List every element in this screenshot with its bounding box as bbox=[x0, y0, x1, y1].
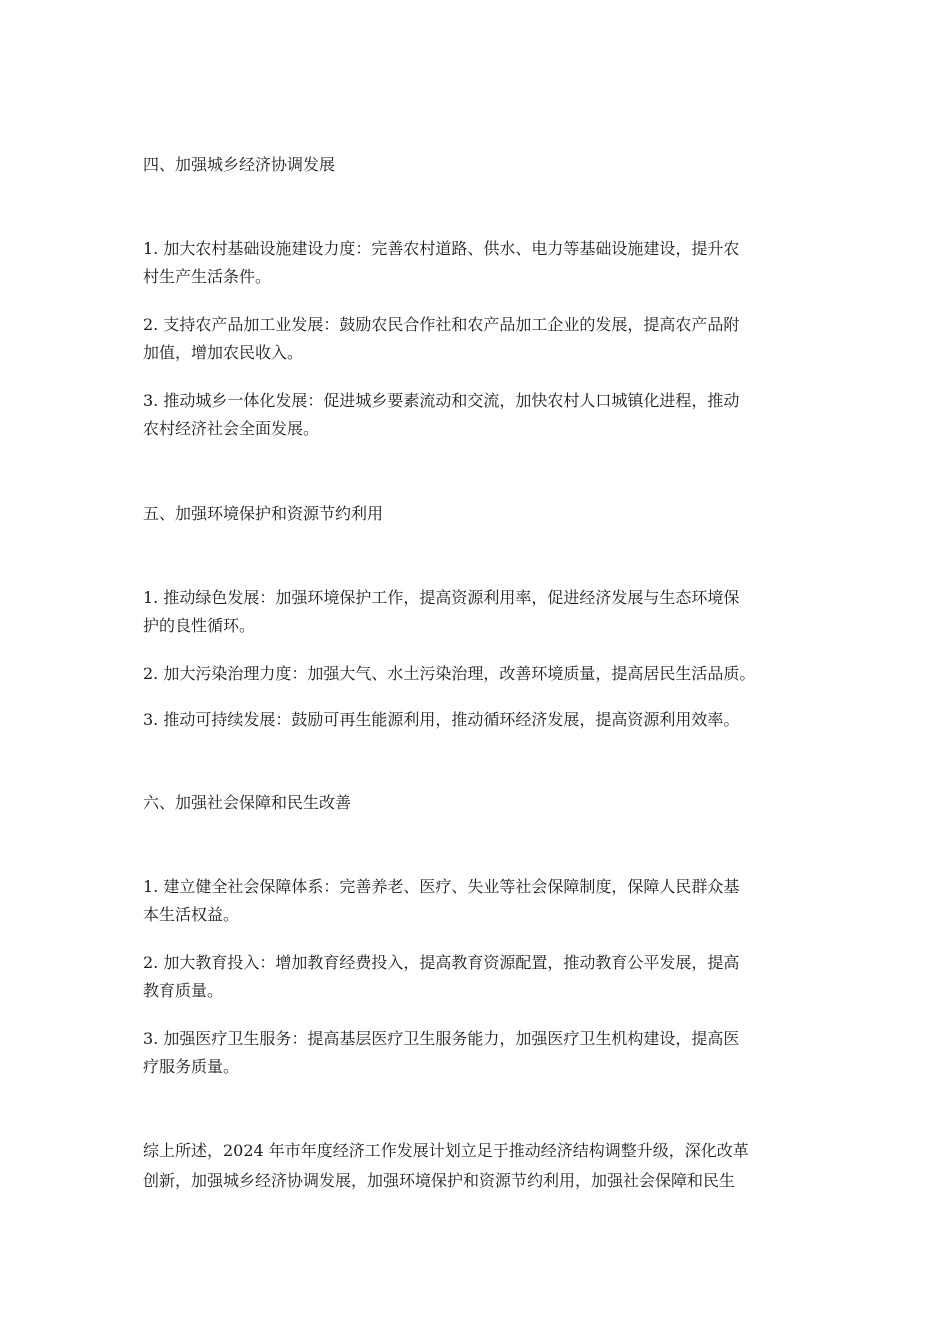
text-line: 1. 加大农村基础设施建设力度：完善农村道路、供水、电力等基础设施建设，提升农 bbox=[143, 239, 740, 258]
list-item-4-2 bbox=[143, 311, 823, 367]
text-line: 创新，加强城乡经济协调发展，加强环境保护和资源节约利用，加强社会保障和民生 bbox=[143, 1171, 736, 1190]
text-line: 2. 加大污染治理力度：加强大气、水土污染治理，改善环境质量，提高居民生活品质。 bbox=[143, 664, 756, 683]
text-line: 护的良性循环。 bbox=[143, 616, 256, 635]
list-item-6-3 bbox=[143, 1025, 823, 1081]
text-line: 3. 推动城乡一体化发展：促进城乡要素流动和交流，加快农村人口城镇化进程，推动 bbox=[143, 391, 740, 410]
text-line: 加值，增加农民收入。 bbox=[143, 343, 304, 362]
text-line: 1. 建立健全社会保障体系：完善养老、医疗、失业等社会保障制度，保障人民群众基 bbox=[143, 877, 740, 896]
text-line: 本生活权益。 bbox=[143, 905, 240, 924]
text-line: 3. 加强医疗卫生服务：提高基层医疗卫生服务能力，加强医疗卫生机构建设，提高医 bbox=[143, 1029, 740, 1048]
text-line: 教育质量。 bbox=[143, 981, 224, 1000]
section-heading-5: 五、加强环境保护和资源节约利用 bbox=[143, 504, 384, 523]
text-line: 村生产生活条件。 bbox=[143, 267, 272, 286]
text-line: 农村经济社会全面发展。 bbox=[143, 419, 320, 438]
text-line: 3. 推动可持续发展：鼓励可再生能源利用，推动循环经济发展，提高资源利用效率。 bbox=[143, 710, 740, 729]
section-heading-6: 六、加强社会保障和民生改善 bbox=[143, 793, 352, 812]
text-line: 疗服务质量。 bbox=[143, 1057, 240, 1076]
list-item-6-2 bbox=[143, 949, 823, 1005]
list-item-5-3 bbox=[143, 706, 823, 734]
list-item-4-3 bbox=[143, 387, 823, 443]
section-heading-4: 四、加强城乡经济协调发展 bbox=[143, 155, 336, 174]
list-item-4-1 bbox=[143, 235, 823, 291]
text-line: 1. 推动绿色发展：加强环境保护工作，提高资源利用率，促进经济发展与生态环境保 bbox=[143, 588, 740, 607]
list-item-5-1 bbox=[143, 584, 823, 640]
list-item-6-1 bbox=[143, 873, 823, 929]
text-line: 2. 支持农产品加工业发展：鼓励农民合作社和农产品加工企业的发展，提高农产品附 bbox=[143, 315, 740, 334]
conclusion-paragraph bbox=[143, 1136, 823, 1196]
list-item-5-2 bbox=[143, 660, 823, 688]
text-line: 2. 加大教育投入：增加教育经费投入，提高教育资源配置，推动教育公平发展，提高 bbox=[143, 953, 740, 972]
text-line: 综上所述，2024 年市年度经济工作发展计划立足于推动经济结构调整升级，深化改革 bbox=[143, 1141, 749, 1160]
